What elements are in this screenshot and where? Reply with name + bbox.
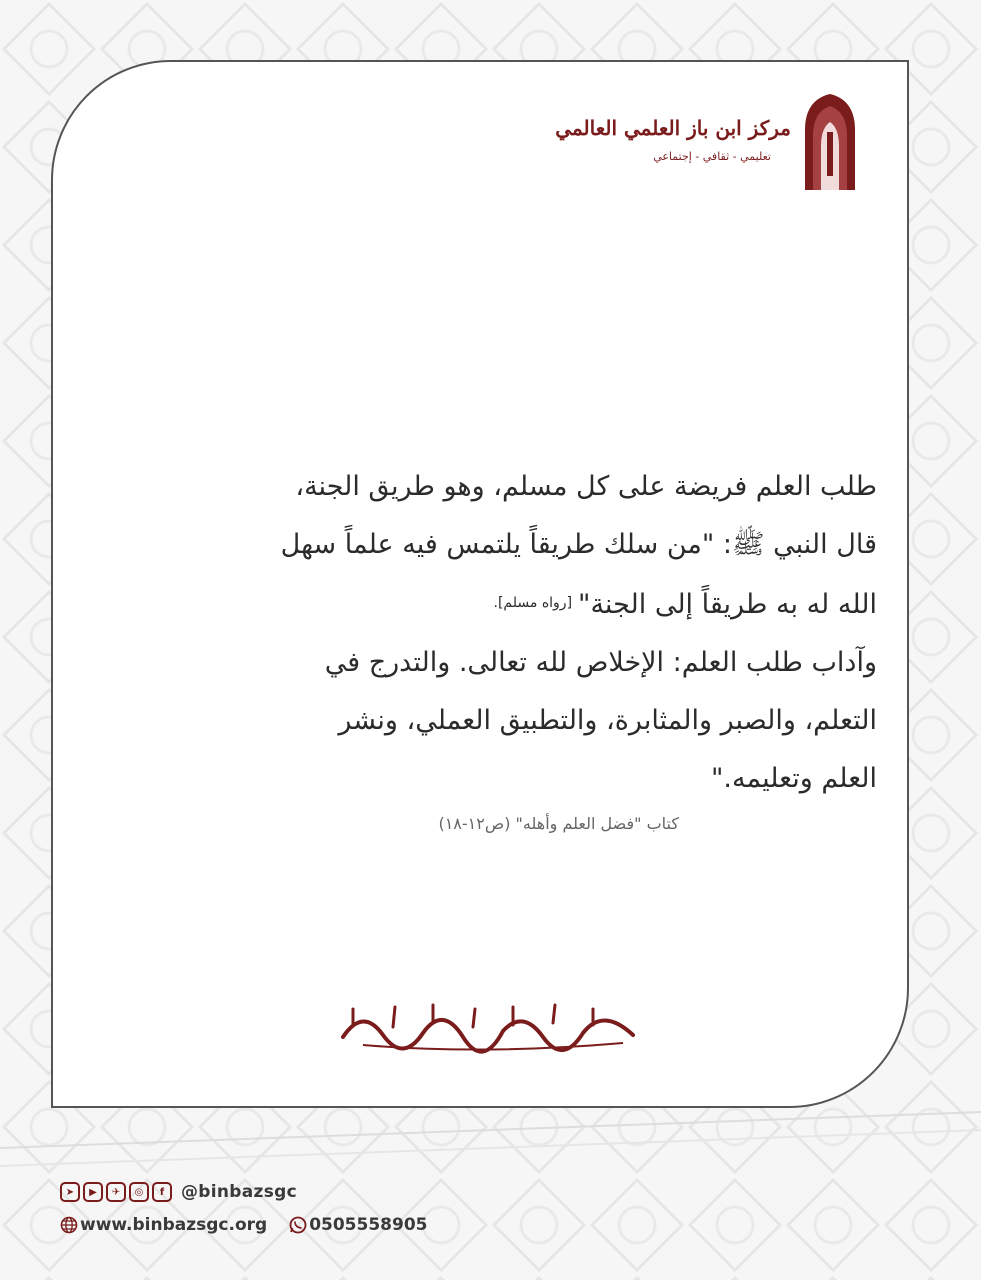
quote-line: [83, 574, 877, 634]
quote-line: وآداب طلب العلم: الإخلاص لله تعالى. والتدرج في: [324, 647, 877, 678]
footer-divider: [0, 1108, 981, 1168]
quote-line: قال النبي ﷺ: "من سلك طريقاً يلتمس فيه علماً سهل: [280, 529, 877, 560]
quote-line: العلم وتعليمه.": [711, 763, 877, 794]
calligraphy-signature: [333, 997, 643, 1057]
contact-info: [60, 1213, 427, 1237]
social-links: [60, 1180, 297, 1204]
facebook-icon[interactable]: f: [152, 1182, 172, 1202]
website-link[interactable]: www.binbazsgc.org: [80, 1215, 268, 1235]
twitter-icon[interactable]: ✈: [106, 1182, 126, 1202]
quote-line: التعلم، والصبر والمثابرة، والتطبيق العملي، ونشر: [338, 705, 877, 736]
brand-tagline: تعليمي - ثقافي - إجتماعي: [653, 150, 771, 163]
mosque-arch-icon: [799, 92, 861, 192]
instagram-icon[interactable]: ◎: [129, 1182, 149, 1202]
brand-name: مركز ابن باز العلمي العالمي: [555, 116, 791, 140]
brand-logo[interactable]: [555, 92, 861, 202]
youtube-icon[interactable]: ▶: [83, 1182, 103, 1202]
quote-line: طلب العلم فريضة على كل مسلم، وهو طريق الجنة،: [295, 471, 877, 502]
telegram-icon[interactable]: ➤: [60, 1182, 80, 1202]
globe-icon: [60, 1216, 78, 1234]
content-card: [51, 60, 909, 1108]
whatsapp-icon: [289, 1216, 307, 1234]
phone-number[interactable]: 0505558905: [309, 1215, 428, 1235]
source-citation: كتاب "فضل العلم وأهله" (ص١٢-١٨): [438, 814, 679, 833]
quote-line-text: الله له به طريقاً إلى الجنة": [578, 589, 877, 620]
hadith-reference: [رواه مسلم].: [493, 595, 573, 611]
social-handle[interactable]: @binbazsgc: [181, 1182, 297, 1202]
quote-body: [83, 458, 877, 808]
